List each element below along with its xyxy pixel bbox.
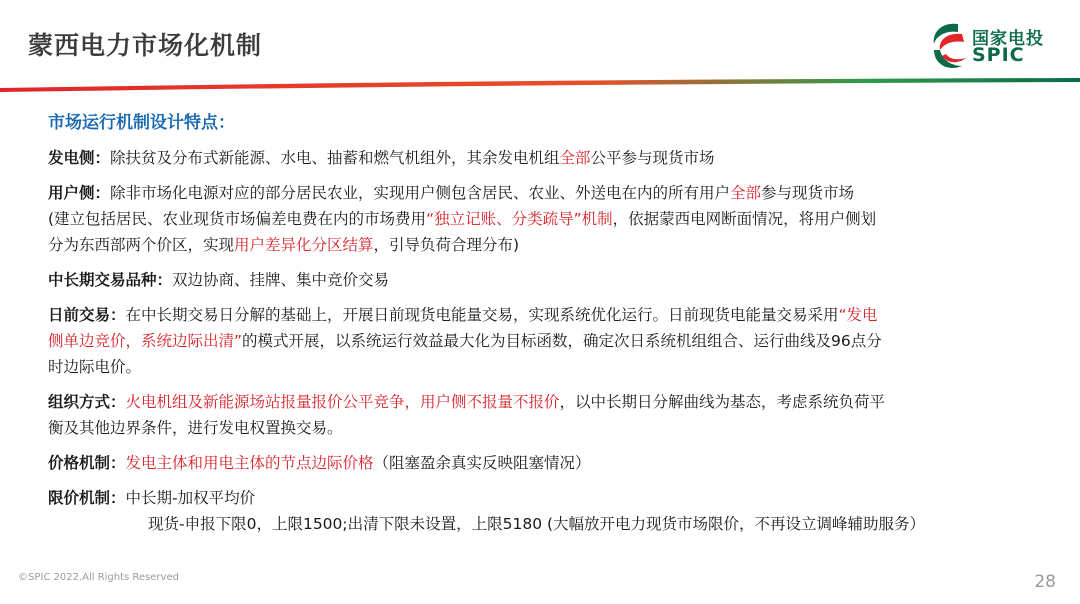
- day-ahead-text-end: 时边际电价。: [48, 358, 142, 376]
- page-number: 28: [1034, 572, 1056, 592]
- section-heading: 市场运行机制设计特点：: [48, 113, 235, 133]
- mid-long-term-label: 中长期交易品种：: [48, 271, 173, 289]
- user-side-zone-text-end: ，引导负荷合理分布): [373, 236, 520, 254]
- day-ahead-label: 日前交易：: [48, 306, 126, 324]
- day-ahead-item: [48, 302, 1058, 380]
- price-limit-item: [48, 485, 1058, 537]
- user-side-note-text-end: ，依据蒙西电网断面情况，将用户侧划: [612, 210, 877, 228]
- footer-copyright: ©SPIC 2022.All Rights Reserved: [18, 572, 179, 583]
- logo-chinese-name: 国家电投: [972, 29, 1044, 49]
- spic-logo-icon: [928, 20, 970, 72]
- slide-body: [48, 108, 1058, 546]
- header-divider-swoosh: [0, 76, 1080, 96]
- price-mechanism-text: （阻塞盈余真实反映阻塞情况）: [373, 454, 591, 472]
- organization-highlight: 火电机组及新能源场站报量报价公平竞争，用户侧不报量不报价: [125, 393, 560, 411]
- slide-title: 蒙西电力市场化机制: [28, 31, 263, 60]
- generation-side-item: [48, 145, 1058, 171]
- price-mechanism-item: [48, 450, 1058, 476]
- user-side-label: 用户侧：: [48, 184, 111, 202]
- user-side-zone-text: 分为东西部两个价区，实现: [48, 236, 235, 254]
- user-side-zone-highlight: 用户差异化分区结算: [234, 236, 374, 254]
- organization-label: 组织方式：: [48, 393, 126, 411]
- user-side-note-text: (建立包括居民、农业现货市场偏差电费在内的市场费用: [48, 210, 427, 228]
- day-ahead-highlight-cont: 侧单边竞价，系统边际出清”: [48, 332, 243, 350]
- logo-english-name: SPIC: [972, 44, 1025, 66]
- price-limit-text: 中长期-加权平均价: [125, 489, 256, 507]
- user-side-text-end: 参与现货市场: [761, 184, 855, 202]
- user-side-highlight: 全部: [730, 184, 762, 202]
- spic-logo: [928, 18, 1068, 74]
- user-side-item: [48, 180, 1058, 258]
- day-ahead-highlight: “发电: [838, 306, 878, 324]
- price-limit-label: 限价机制：: [48, 489, 126, 507]
- price-limit-spot-text: 现货-申报下限0，上限1500;出清下限未设置，上限5180 (大幅放开电力现货市场限价，不再设立调峰辅助服务）: [148, 515, 926, 533]
- generation-side-text-end: 公平参与现货市场: [590, 149, 715, 167]
- generation-side-highlight: 全部: [559, 149, 591, 167]
- price-mechanism-label: 价格机制：: [48, 454, 126, 472]
- day-ahead-text: 在中长期交易日分解的基础上，开展日前现货电能量交易，实现系统优化运行。日前现货电能量交易采用: [125, 306, 839, 324]
- user-side-text: 除非市场化电源对应的部分居民农业，实现用户侧包含居民、农业、外送电在内的所有用户: [110, 184, 731, 202]
- organization-text: ，以中长期日分解曲线为基态，考虑系统负荷平: [559, 393, 886, 411]
- day-ahead-text-cont: 的模式开展，以系统运行效益最大化为目标函数，确定次日系统机组组合、运行曲线及96点分: [242, 332, 882, 350]
- mid-long-term-text: 双边协商、挂牌、集中竞价交易: [172, 271, 390, 289]
- mid-long-term-item: [48, 267, 1058, 293]
- price-mechanism-highlight: 发电主体和用电主体的节点边际价格: [125, 454, 374, 472]
- organization-item: [48, 389, 1058, 441]
- user-side-note-highlight: “独立记账、分类疏导”机制: [426, 210, 613, 228]
- generation-side-text: 除扶贫及分布式新能源、水电、抽蓄和燃气机组外，其余发电机组: [110, 149, 560, 167]
- organization-text-end: 衡及其他边界条件，进行发电权置换交易。: [48, 419, 343, 437]
- generation-side-label: 发电侧：: [48, 149, 111, 167]
